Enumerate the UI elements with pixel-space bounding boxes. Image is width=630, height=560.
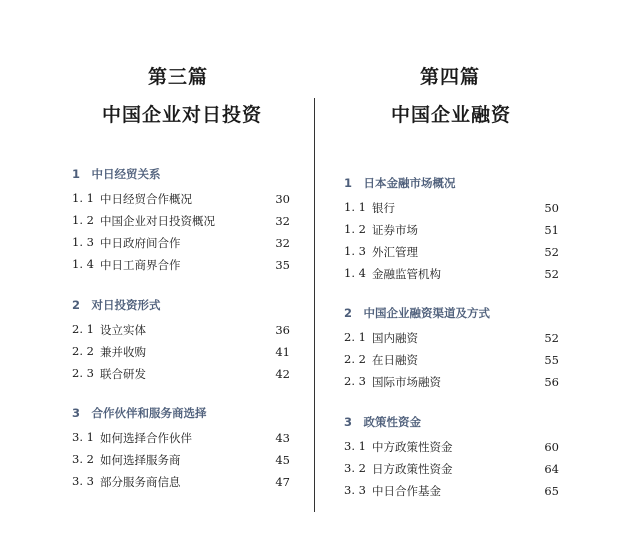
section-heading: 2 对日投资形式 xyxy=(72,298,161,312)
right-part-label: 第四篇 xyxy=(420,66,481,88)
entry-page: 41 xyxy=(275,345,290,359)
entry-page: 36 xyxy=(275,323,290,337)
entry-number: 1. 4 xyxy=(72,257,94,271)
toc-section xyxy=(344,175,559,285)
toc-entry[interactable] xyxy=(344,436,559,458)
toc-entry[interactable] xyxy=(72,341,290,363)
entry-page: 55 xyxy=(544,353,559,367)
section-heading: 1 日本金融市场概况 xyxy=(344,176,456,190)
entry-label: 兼并收购 xyxy=(99,345,146,359)
entry-page: 50 xyxy=(544,201,559,215)
entry-number: 3. 3 xyxy=(344,483,366,497)
toc-entry[interactable] xyxy=(72,188,290,210)
toc-entry[interactable] xyxy=(72,254,290,276)
entry-label: 日方政策性资金 xyxy=(371,462,453,476)
toc-entry[interactable] xyxy=(344,458,559,480)
entry-page: 32 xyxy=(275,236,290,250)
toc-entry[interactable] xyxy=(72,232,290,254)
entry-page: 35 xyxy=(275,258,290,272)
toc-entry[interactable] xyxy=(72,427,290,449)
section-heading: 3 政策性资金 xyxy=(344,415,422,429)
toc-section xyxy=(72,405,290,493)
toc-entry[interactable] xyxy=(72,471,290,493)
entry-number: 2. 1 xyxy=(72,322,94,336)
entry-number: 1. 2 xyxy=(344,222,366,236)
section-heading: 2 中国企业融资渠道及方式 xyxy=(344,306,491,320)
entry-number: 2. 2 xyxy=(344,352,366,366)
entry-label: 联合研发 xyxy=(99,367,146,381)
left-part-title: 中国企业对日投资 xyxy=(102,104,263,126)
entry-number: 2. 2 xyxy=(72,344,94,358)
toc-entry[interactable] xyxy=(344,371,559,393)
entry-label: 如何选择合作伙伴 xyxy=(99,431,192,445)
entry-page: 43 xyxy=(275,431,290,445)
toc-entry[interactable] xyxy=(344,197,559,219)
entry-label: 在日融资 xyxy=(371,353,418,367)
entry-label: 如何选择服务商 xyxy=(99,453,181,467)
entry-page: 45 xyxy=(275,453,290,467)
toc-entry[interactable] xyxy=(344,349,559,371)
entry-number: 2. 3 xyxy=(72,366,94,380)
toc-section xyxy=(344,305,559,393)
entry-number: 3. 1 xyxy=(344,439,366,453)
toc-entry[interactable] xyxy=(72,363,290,385)
right-part-title: 中国企业融资 xyxy=(391,104,512,126)
entry-number: 3. 1 xyxy=(72,430,94,444)
entry-page: 56 xyxy=(544,375,559,389)
entry-label: 中国企业对日投资概况 xyxy=(99,214,215,228)
toc-entry[interactable] xyxy=(72,319,290,341)
entry-number: 3. 3 xyxy=(72,474,94,488)
toc-entry[interactable] xyxy=(344,480,559,502)
entry-number: 3. 2 xyxy=(72,452,94,466)
entry-page: 60 xyxy=(544,440,559,454)
entry-label: 外汇管理 xyxy=(371,245,418,259)
entry-page: 47 xyxy=(275,475,290,489)
entry-number: 3. 2 xyxy=(344,461,366,475)
entry-label: 设立实体 xyxy=(99,323,146,337)
entry-page: 64 xyxy=(544,462,559,476)
toc-entry[interactable] xyxy=(72,210,290,232)
entry-label: 国际市场融资 xyxy=(371,375,441,389)
entry-number: 1. 4 xyxy=(344,266,366,280)
entry-page: 32 xyxy=(275,214,290,228)
entry-page: 42 xyxy=(275,367,290,381)
entry-number: 2. 1 xyxy=(344,330,366,344)
entry-label: 中日经贸合作概况 xyxy=(99,192,192,206)
entry-label: 中方政策性资金 xyxy=(371,440,453,454)
entry-number: 1. 2 xyxy=(72,213,94,227)
toc-entry[interactable] xyxy=(344,263,559,285)
entry-label: 金融监管机构 xyxy=(371,267,441,281)
entry-label: 银行 xyxy=(371,201,395,215)
entry-page: 52 xyxy=(544,267,559,281)
entry-page: 65 xyxy=(544,484,559,498)
toc-entry[interactable] xyxy=(344,241,559,263)
entry-label: 中日工商界合作 xyxy=(99,258,181,272)
toc-section xyxy=(72,297,290,385)
entry-label: 部分服务商信息 xyxy=(99,475,181,489)
entry-number: 1. 1 xyxy=(344,200,366,214)
toc-section xyxy=(344,414,559,502)
entry-label: 中日合作基金 xyxy=(371,484,441,498)
entry-label: 证券市场 xyxy=(371,223,418,237)
left-part-label: 第三篇 xyxy=(148,66,209,88)
section-heading: 1 中日经贸关系 xyxy=(72,167,161,181)
entry-number: 1. 3 xyxy=(344,244,366,258)
entry-number: 1. 1 xyxy=(72,191,94,205)
entry-page: 52 xyxy=(544,245,559,259)
entry-number: 1. 3 xyxy=(72,235,94,249)
entry-page: 52 xyxy=(544,331,559,345)
toc-entry[interactable] xyxy=(72,449,290,471)
toc-entry[interactable] xyxy=(344,327,559,349)
entry-number: 2. 3 xyxy=(344,374,366,388)
toc-section xyxy=(72,166,290,276)
column-divider xyxy=(314,98,315,512)
entry-label: 中日政府间合作 xyxy=(99,236,181,250)
entry-label: 国内融资 xyxy=(371,331,418,345)
section-heading: 3 合作伙伴和服务商选择 xyxy=(72,406,207,420)
entry-page: 51 xyxy=(544,223,559,237)
toc-entry[interactable] xyxy=(344,219,559,241)
entry-page: 30 xyxy=(275,192,290,206)
